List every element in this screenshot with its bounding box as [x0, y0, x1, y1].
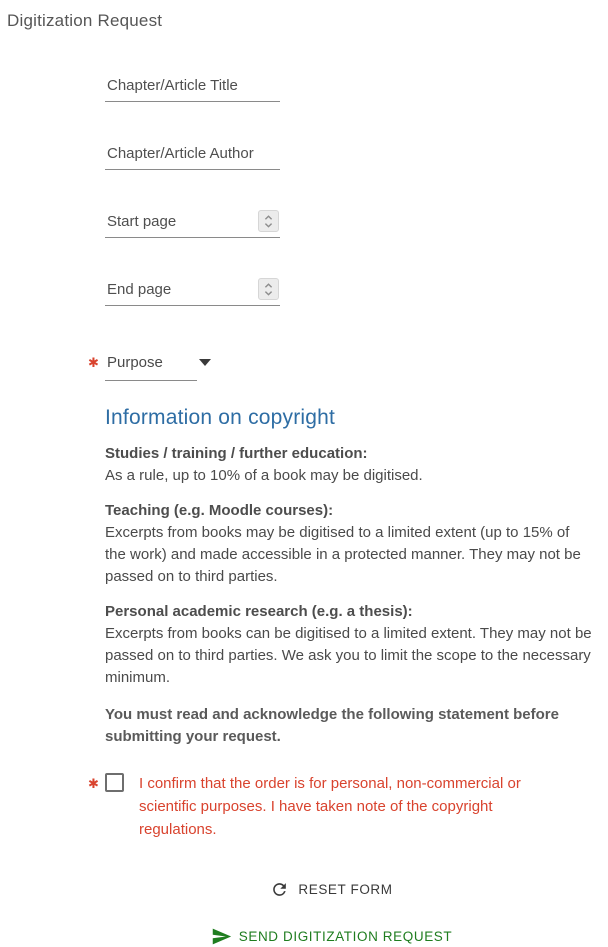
section-body: Excerpts from books can be digitised to a limited extent. They may not be passed on to third parties. We ask you to limit the scope to the necessary minimum.: [105, 625, 592, 686]
number-stepper-chevrons-icon[interactable]: [258, 278, 279, 300]
reset-form-label: RESET FORM: [298, 882, 393, 897]
chapter-article-title-input[interactable]: [105, 75, 255, 94]
caret-down-icon: [199, 359, 211, 366]
confirmation-label[interactable]: I confirm that the order is for personal, non-commercial or scientific purposes. I have taken note of the copyright regulations.: [139, 775, 521, 838]
end-page-field[interactable]: [105, 279, 280, 306]
required-asterisk-icon: ✱: [88, 355, 99, 370]
purpose-select-label: Purpose: [107, 354, 163, 371]
start-page-input[interactable]: [105, 211, 255, 230]
start-page-field[interactable]: [105, 211, 280, 238]
section-body: As a rule, up to 10% of a book may be digitised.: [105, 467, 423, 484]
copyright-heading: Information on copyright: [105, 406, 336, 429]
purpose-select[interactable]: [88, 352, 197, 381]
copyright-section-teaching: [105, 500, 593, 588]
chapter-article-title-field[interactable]: [105, 75, 280, 102]
chapter-article-author-field[interactable]: [105, 143, 280, 170]
chapter-article-author-input[interactable]: [105, 143, 255, 162]
refresh-circular-arrow-icon: [270, 880, 289, 899]
send-digitization-request-button[interactable]: [211, 926, 453, 947]
digitization-form: [88, 75, 593, 947]
confirmation-checkbox[interactable]: [105, 773, 124, 792]
section-title: Personal academic research (e.g. a thesis):: [105, 603, 413, 620]
copyright-section-research: [105, 601, 593, 689]
copyright-section-studies: [105, 443, 593, 487]
reset-form-button[interactable]: [270, 880, 392, 899]
section-body: Excerpts from books may be digitised to a limited extent (up to 15% of the work) and made accessible in a protected manner. They may not be passed on to third parties.: [105, 524, 581, 585]
number-stepper-chevrons-icon[interactable]: [258, 210, 279, 232]
required-asterisk-icon: ✱: [88, 776, 99, 791]
acknowledge-notice: You must read and acknowledge the following statement before submitting your request.: [105, 706, 559, 745]
end-page-input[interactable]: [105, 279, 255, 298]
send-arrow-icon: [211, 926, 232, 947]
send-request-label: SEND DIGITIZATION REQUEST: [238, 929, 453, 944]
confirmation-row: [88, 772, 593, 841]
form-actions: [70, 880, 593, 947]
section-title: Teaching (e.g. Moodle courses):: [105, 502, 334, 519]
page-title: Digitization Request: [7, 11, 163, 30]
section-title: Studies / training / further education:: [105, 445, 368, 462]
